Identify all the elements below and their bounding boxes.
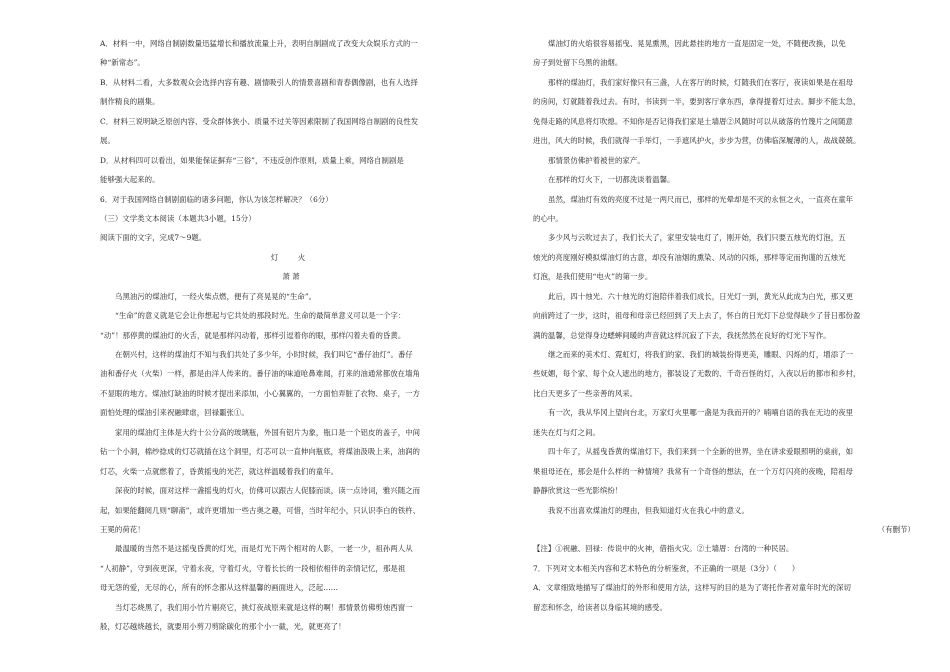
right-column — [533, 34, 915, 617]
right-text-line: 我说不出喜欢煤油灯的理由，但我知道灯火在我心中的意义。 — [548, 505, 749, 515]
left-text-line: 钻一个小洞，棉纱捻成的灯芯就插在这个洞里，灯芯可以一直伸向瓶底，将煤油汲吸上来，油润的 — [100, 447, 420, 457]
left-text-line: “生命”的意义就是它会让你想起与它共处的那段时光。生命的最简单意义可以是一个字： — [115, 311, 406, 321]
left-text-line: 制作精良的剧集。 — [100, 97, 160, 107]
right-text-line: 比白天更多了一些亲善的风采。 — [533, 388, 638, 398]
left-text-line: 灯 火 — [270, 252, 312, 262]
right-text-line: 房子到处留下乌黑的油烟。 — [533, 58, 623, 68]
right-text-line: 7．下列对文本相关内容和艺术特色的分析鉴赏，不正确的一项是（3分）（ ） — [533, 563, 800, 573]
left-text-line: C．材料三说明缺乏原创内容、受众群体狭小、质量不过关等因素限制了我国网络自制剧的良性发 — [100, 116, 419, 126]
left-text-line: 不显眼的地方。煤油灯缺油的时候才提出来添加，小心翼翼的，一方面怕弄脏了衣物、桌子，一方 — [100, 388, 420, 398]
right-text-line: 在那样的灯火下，一切都洗谈着温馨。 — [548, 175, 675, 185]
left-text-line: 当灯芯烧黑了，我们用小竹片剔亮它，挑灯夜战原来就是这样的啊！那情景仿佛剪烛西窗一 — [115, 602, 413, 612]
left-text-line: 萧 萧 — [282, 272, 300, 282]
right-text-line: 此后，四十烛光、六十烛光的灯泡陪伴着我们成长，日光灯一到，黄光从此成为白光，那又更 — [548, 291, 854, 301]
right-text-line: 虽然，煤油灯有效的亮度不过是一两尺而已，那样的光晕却是不灭的永恒之火，一直亮在童年 — [548, 194, 854, 204]
left-text-line: 展。 — [100, 136, 115, 146]
left-text-line: 家用的煤油灯主体是大约十公分高的玻璃瓶，外国有铝片为象，瓶口是一个铝皮的盖子，中间 — [115, 427, 421, 437]
right-text-line: 多少风与云吹过去了，我们长大了，家里安装电灯了，刚开始，我们只要五烛光的灯泡，五 — [548, 233, 846, 243]
left-text-line: 深夜的时候，面对这样一盏摇曳的灯火，仿佛可以跟古人促膝而谈，读一点诗词，雅兴随之而 — [115, 486, 421, 496]
left-text-line: 面怕处理的煤油引来祝融肆虐，回禄噩张①。 — [100, 408, 249, 418]
left-text-line: “动”！那停黄的煤油灯的火舌，就是那样闪动着，那样引逗着你的眼，那样闪着夫看的昏黄。 — [100, 330, 406, 340]
left-text-line: 最温暖的当然不是这摇曳昏黄的灯光，而是灯光下两个相对的人影，一老一少，祖孙两人从 — [115, 544, 413, 554]
right-text-line: 灯泡，是我们使用“电火”的第一步。 — [533, 272, 653, 282]
right-text-line: 那样的煤油灯，我们家好像只有三盏，人在客厅的时候，灯随我们在客厅，夜读如果是在祖母 — [548, 77, 854, 87]
left-text-line: B．从材料二看，大多数观众会选择内容有趣、剧情吸引人的情景喜剧和青春偶像剧，也有人选择 — [100, 77, 418, 87]
right-text-line: 【注】①祝融、回禄：传说中的火神，借指火灾。②土墙厝：台湾的一种民居。 — [533, 544, 794, 554]
right-text-line: 进出，风大的时候，我们就得一手举灯，一手遮风护火，步步为营，仿佛临深履薄的人，战战兢兢。 — [533, 136, 861, 146]
right-text-line: 的房间，灯就随着我过去。有时，书读到一半，要到客厅拿东西，拿得提着灯过去。脚步不能太急， — [533, 97, 861, 107]
right-text-line: 迷失在灯与灯之间。 — [533, 427, 600, 437]
left-text-line: 王冕的荷花！ — [100, 524, 145, 534]
right-text-line: 留恋和怀念，给读者以身临其境的感受。 — [533, 602, 667, 612]
left-text-line: 油和番仔火（火柴）一样，都是由洋人传来的。番仔油的味道呛鼻难闻，打来的油通常都放在墙角 — [100, 369, 420, 379]
left-text-line: 灯芯，火柴一点就燃着了，昏黄摇曳的光芒，就这样温暖着我们的童年。 — [100, 466, 339, 476]
left-text-line: D．从材料四可以看出，如果能保证摒弃“三俗”，不违反创作原则，质量上乘，网络自制剧是 — [100, 155, 404, 165]
left-text-line: 乌黑油污的煤油灯，一经火柴点燃，便有了亮晃晃的“生命”。 — [115, 291, 317, 301]
left-text-line: 在朝兴村，这样的煤油灯不知与我们共处了多少年，小时时候，我们叫它“番仔油灯”。番仔 — [115, 350, 413, 359]
left-text-line: “人初静”，守到夜更深，守着永夜，守着灯火，守着长长的一段相依相伴的亲情记忆，那是祖 — [100, 563, 406, 573]
right-text-line: 免得走路的风息将灯吹熄。不知你是否记得我们家是土墙厝②风随时可以从破落的竹篾片之间随意 — [533, 116, 853, 126]
left-text-line: A．材料一中，网络自制剧数量迅猛增长和播放流量上升，表明自制剧成了改变大众娱乐方式的一 — [100, 39, 418, 48]
right-text-line: 满的温馨，总觉得身边蟋蟀间暖的声音就这样沉寂了下去，我抚然然在良好的灯光下写作。 — [533, 330, 831, 340]
right-text-line: 果祖母还在，那会是什么样的一种情境？我常有一个奇怪的想法，在一个万灯闪亮的夜晚，陪祖母 — [533, 466, 853, 476]
right-text-line: 静静欣赏这一些光影缤纷！ — [533, 486, 623, 496]
left-text-line: 母无怨的爱，无尽的心，所有的怀念都从这样温馨的画面进入，泛起…… — [100, 583, 339, 593]
left-text-line: 般，灯芯越烧越长，就要用小剪刀剪除碳化的那个小一截，光，就更亮了！ — [100, 622, 346, 632]
right-text-line: 有一次，我从华冈上望向台北，万家灯火里哪一盏是为我而开的？喃喃自语的我在无边的夜里 — [548, 408, 854, 418]
left-text-line: 能够强大起来的。 — [100, 175, 160, 185]
left-text-line: 种“新常态”。 — [100, 58, 145, 68]
right-text-line: 那情景仿佛护着被世的家产。 — [548, 155, 645, 165]
right-text-line: 继之而来的美术灯、霓虹灯，将我们的家、我们的城装扮得更美，雕眼、闪烁的灯，增添了一 — [548, 350, 854, 359]
right-text-line: 煤油灯的火焰很容易摇曳、晃晃熏黑，因此悬挂的地方一直是固定一处，不随便改换，以免 — [548, 39, 846, 48]
left-text-line: 6．对于我国网络自制剧面临的诸多问题，你认为该怎样解决？（6分） — [100, 194, 333, 204]
right-text-line: 些妩媚，每个家、每个众人遮出的地方，都装设了无数的、千奇百怪的灯，入夜以后的都市和乡村， — [533, 369, 861, 379]
right-text-line: 的心中。 — [533, 213, 563, 223]
right-text-line: 向前跨过了一步，这时，祖母和母亲已经回到了天上去了，怀白的日光灯下总觉得缺少了昔日那份盈 — [533, 311, 861, 321]
left-text-line: （三）文学类文本阅读（本题共3小题，15分） — [100, 213, 256, 223]
left-text-line: 阅读下面的文字，完成7～9题。 — [100, 233, 207, 243]
right-text-line: 烛光的亮度刚好模拟煤油灯的古意，却没有油烟的熏染、风动的闪烁，那样等定而拘谨的五烛光 — [533, 252, 846, 262]
right-text-line: 四十年了，从摇曳昏黄的煤油灯下，我们来到一个全新的世界，坐在讲求爱眼照明的桌前，如 — [548, 447, 854, 457]
left-column — [100, 34, 482, 637]
right-text-line: A．文章细致地描写了煤油灯的外形和使用方法，这样写的目的是为了寄托作者对童年时光的深切 — [533, 583, 851, 593]
right-text-line: （有删节） — [877, 524, 915, 534]
left-text-line: 起，如果能翻阅几则“聊斋”，或许更增加一些古奥之趣，可惜，当时年纪小，只认识李白的铁杵、 — [100, 505, 421, 515]
